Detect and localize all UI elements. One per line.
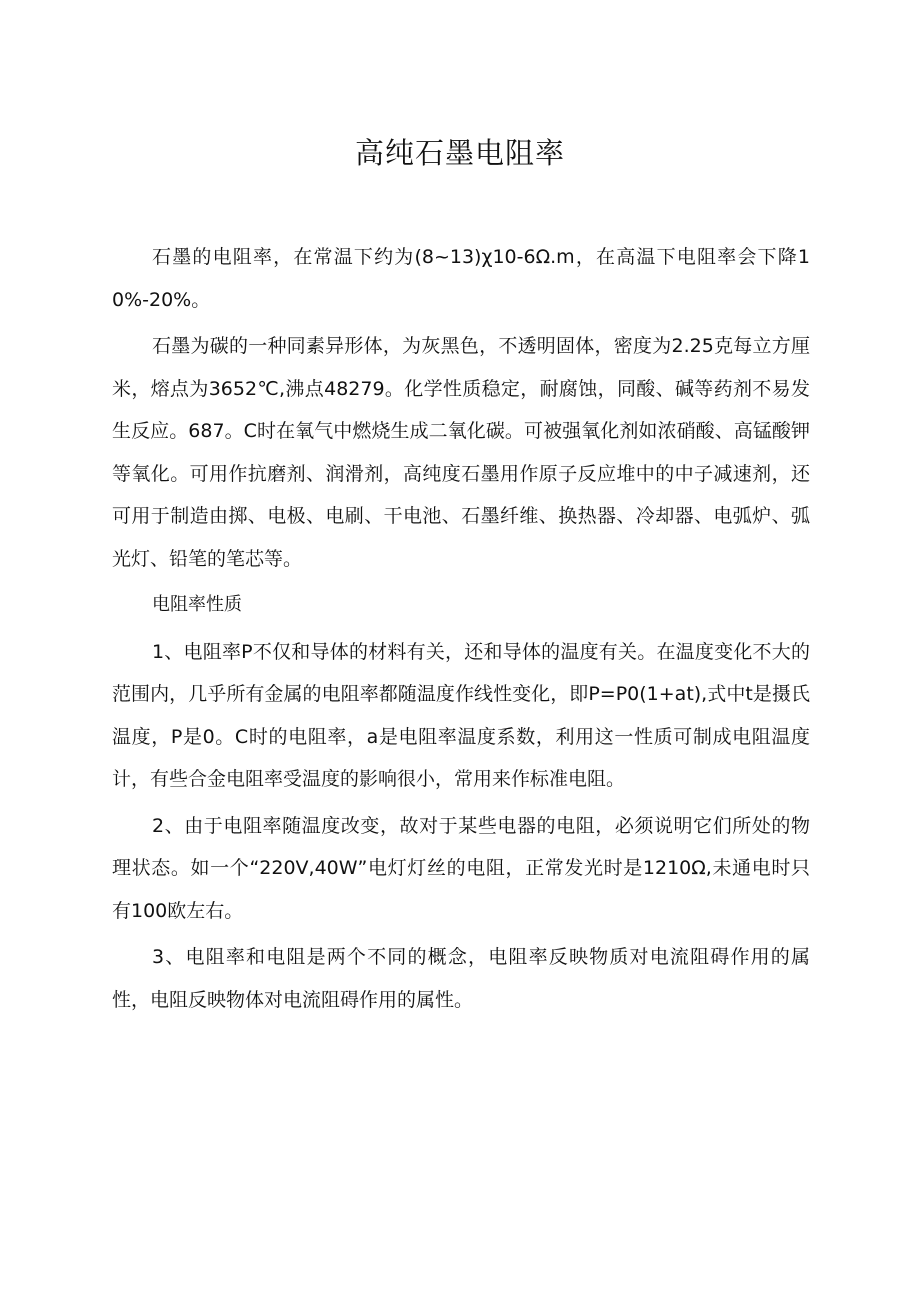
paragraph-resistivity-value: 石墨的电阻率，在常温下约为(8~13)χ10-6Ω.m，在高温下电阻率会下降10%-20%。: [112, 246, 810, 311]
paragraph-point-2: 2、由于电阻率随温度改变，故对于某些电器的电阻，必须说明它们所处的物理状态。如一个“220V,40W”电灯灯丝的电阻，正常发光时是1210Ω,未通电时只有100欧左右。: [112, 814, 810, 922]
document-body: [112, 236, 810, 1025]
paragraph-point-3: 3、电阻率和电阻是两个不同的概念，电阻率反映物质对电流阻碍作用的属性，电阻反映物体对电流阻碍作用的属性。: [112, 946, 810, 1011]
section-heading-resistivity-nature: 电阻率性质: [152, 594, 242, 615]
paragraph-point-1: 1、电阻率P不仅和导体的材料有关，还和导体的温度有关。在温度变化不大的范围内，几乎所有金属的电阻率都随温度作线性变化，即P=P0(1+at),式中t是摄氏温度，P是0。C时的电阻率，a是电阻率温度系数，利用这一性质可制成电阻温度计，有些合金电阻率受温度的影响很小，常用来作标准电阻。: [112, 640, 810, 790]
document-title: 高纯石墨电阻率: [354, 136, 565, 170]
paragraph-graphite-properties: 石墨为碳的一种同素异形体，为灰黑色，不透明固体，密度为2.25克每立方厘米，熔点为3652℃,沸点48279。化学性质稳定，耐腐蚀，同酸、碱等药剂不易发生反应。687。C时在氧气中燃烧生成二氧化碳。可被强氧化剂如浓硝酸、高锰酸钾等氧化。可用作抗磨剂、润滑剂，高纯度石墨用作原子反应堆中的中子减速剂，还可用于制造由掷、电极、电刷、干电池、石墨纤维、换热器、冷却器、电弧炉、弧光灯、铅笔的笔芯等。: [112, 335, 810, 570]
